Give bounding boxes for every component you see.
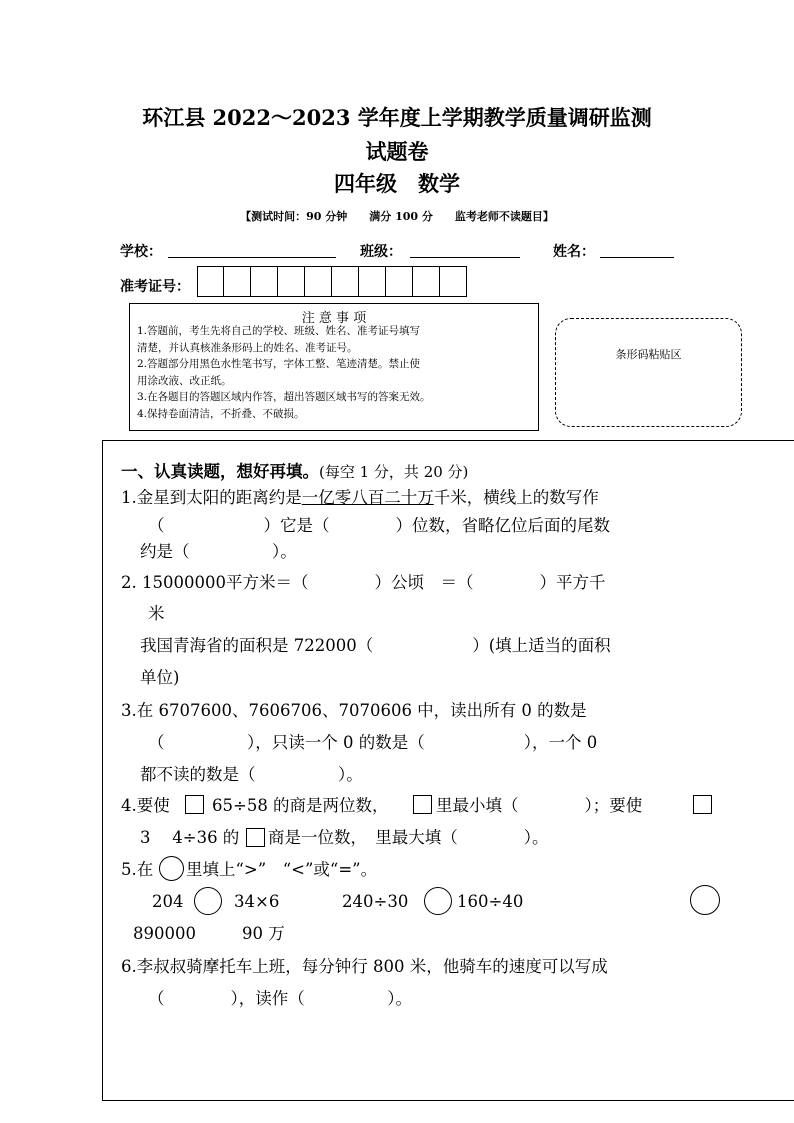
school-label: 学校： <box>120 244 162 260</box>
section1-heading <box>121 458 468 482</box>
q4-line2b[interactable]: 商是一位数， 里最大填（ ）。 <box>268 828 549 847</box>
q1-line2[interactable]: （ ）它是（ ）位数，省略亿位后面的尾数 <box>148 516 610 535</box>
q1-text-a: 1.金星到太阳的距离约是 <box>121 488 302 507</box>
school-field[interactable] <box>168 257 336 258</box>
q4-text-a: 4.要使 <box>121 796 170 815</box>
q5-e3-right: 90 万 <box>242 924 285 943</box>
exam-title: 环江县 2022～2023 学年度上学期教学质量调研监测 <box>142 105 652 130</box>
q5-e1-left: 204 <box>152 892 184 911</box>
q4-text-c[interactable]: 里最小填（ ）；要使 <box>436 796 643 815</box>
q2-line4: 单位) <box>140 668 180 687</box>
notice-list <box>137 323 431 422</box>
exam-subtitle: 试题卷 <box>365 139 429 164</box>
notice-line: 清楚，并认真核准条形码上的姓名、准考证号。 <box>137 341 358 354</box>
grade-subject: 四年级 数学 <box>334 171 460 196</box>
q4-digit-box[interactable] <box>693 795 712 814</box>
q3-line3[interactable]: 都不读的数是（ ）。 <box>140 765 363 784</box>
q5-text-a: 5.在 <box>121 860 154 879</box>
section1-score-note: (每空 1 分，共 20 分) <box>319 463 469 481</box>
exam-id-boxes[interactable] <box>197 266 467 297</box>
class-label: 班级： <box>360 244 402 260</box>
exam-info: 【测试时间：90 分钟 满分 100 分 监考老师不读题目】 <box>240 210 554 223</box>
exam-id-label: 准考证号： <box>120 279 190 295</box>
class-field[interactable] <box>410 257 520 258</box>
barcode-area <box>555 318 742 427</box>
notice-line: 3.在各题目的答题区域内作答，超出答题区域书写的答案无效。 <box>137 391 431 403</box>
notice-line: 用涂改液、改正纸。 <box>137 374 232 387</box>
q5-text-b: 里填上“>” “<”或“=”。 <box>186 860 378 879</box>
name-field[interactable] <box>600 257 674 258</box>
notice-title: 注 意 事 项 <box>301 311 367 326</box>
q4-digit-box[interactable] <box>185 795 204 814</box>
q4-text-b: 65÷58 的商是两位数， <box>212 796 389 815</box>
section1-title: 一、认真读题，想好再填。 <box>121 462 319 481</box>
q4-line2a: 3 4÷36 的 <box>140 828 240 847</box>
q1-line1 <box>121 488 599 508</box>
q5-e2-left: 240÷30 <box>342 892 409 911</box>
q5-compare-circle[interactable] <box>424 887 452 915</box>
q3-line2[interactable]: （ ），只读一个 0 的数是（ ），一个 0 <box>148 733 598 752</box>
q1-text-b: 千米，横线上的数写作 <box>433 488 599 507</box>
notice-line: 1.答题前，考生先将自己的学校、班级、姓名、准考证号填写 <box>137 325 421 337</box>
q4-digit-box[interactable] <box>246 828 265 847</box>
q5-circle-sample <box>159 856 184 881</box>
name-label: 姓名： <box>553 244 595 260</box>
q4-digit-box[interactable] <box>413 795 432 814</box>
q5-e2-right: 160÷40 <box>457 892 524 911</box>
q5-compare-circle[interactable] <box>690 885 720 915</box>
notice-line: 4.保持卷面清洁，不折叠、不破损。 <box>137 407 305 420</box>
q2-line2: 米 <box>148 604 165 623</box>
q5-e1-right: 34×6 <box>234 892 280 911</box>
q5-compare-circle[interactable] <box>194 887 222 915</box>
barcode-label: 条形码粘贴区 <box>615 348 682 361</box>
q6-line1: 6.李叔叔骑摩托车上班，每分钟行 800 米，他骑车的速度可以写成 <box>121 957 608 976</box>
q1-underlined-number: 一亿零八百二十万 <box>301 488 434 507</box>
q5-e3-left: 890000 <box>133 924 196 943</box>
q2-line3[interactable]: 我国青海省的面积是 722000（ ）(填上适当的面积 <box>140 636 611 655</box>
notice-line: 2.答题部分用黑色水性笔书写，字体工整、笔迹清楚。禁止使 <box>137 358 421 370</box>
q2-line1[interactable]: 2. 15000000平方米＝（ ）公顷 ＝（ ）平方千 <box>121 573 606 592</box>
q6-line2[interactable]: （ ），读作（ ）。 <box>148 989 412 1008</box>
q1-line3[interactable]: 约是（ ）。 <box>140 542 297 561</box>
q3-line1: 3.在 6707600、7606706、7070606 中，读出所有 0 的数是 <box>121 701 587 720</box>
